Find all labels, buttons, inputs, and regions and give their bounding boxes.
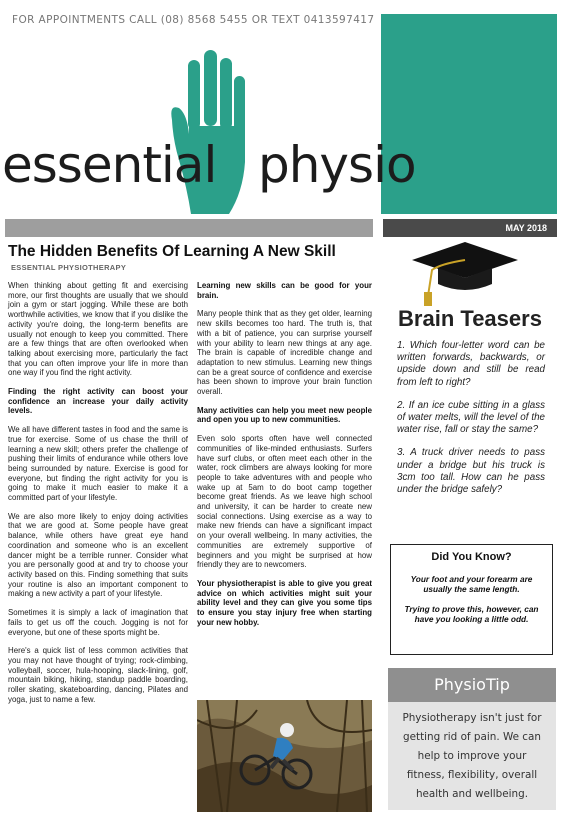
article-byline: ESSENTIAL PHYSIOTHERAPY	[11, 263, 127, 272]
article-column-1	[8, 281, 188, 713]
teaser-item: 1. Which four-letter word can be written forwards, backwards, or upside down and still be read from left to right?	[397, 340, 545, 388]
paragraph: When thinking about getting fit and exercising more, our first thoughts are usually that we should join a gym or start jogging. While these are both worthwhile activities, we know that if you dislike the activity you're doing, the long-term benefits are usually not enough to keep you committed. There are a few things that are often overlooked when talking about exercising more, particularly the fact that you can often improve your life in more than one way if you find the right activity.	[8, 281, 188, 378]
subheading: Many activities can help you meet new people and open you up to new communities.	[197, 405, 372, 425]
paragraph: Here's a quick list of less common activities that you may not have thought of trying; rock-climbing, volleyball, soccer, hula-hooping, slack-lining, golf, mountain biking, hiking, standup paddle boarding, roller skating, skateboarding, dancing, Pilates and yoga, just to name a few.	[8, 646, 188, 704]
graduation-cap-icon	[410, 240, 520, 306]
header-divider-bar	[5, 219, 373, 237]
did-you-know-title: Did You Know?	[431, 551, 512, 563]
logo-word-physio: physio	[258, 136, 416, 194]
article-column-2	[197, 281, 372, 637]
paragraph: Sometimes it is simply a lack of imagination that fails to get us off the couch. Jogging is not for everyone, but one of these sports might be.	[8, 608, 188, 637]
issue-date: MAY 2018	[383, 219, 557, 237]
brain-teasers-title: Brain Teasers	[398, 306, 542, 331]
physio-tip-title: PhysioTip	[388, 668, 556, 702]
physio-tip-body: Physiotherapy isn't just for getting rid of pain. We can help to improve your fitness, flexibility, overall health and wellbeing.	[402, 712, 542, 800]
subheading: Finding the right activity can boost your confidence an increase your daily activity levels.	[8, 387, 188, 416]
paragraph: We all have different tastes in food and the same is true for exercise. Some of us chase the thrill of learning a new skill; others prefer the challenge of pushing their limits of endurance while others love being surrounded by nature. Exercise is good for everyone, but finding the right activity for you is going to make it much easier to make it a committed part of your lifestyle.	[8, 425, 188, 503]
article-title: The Hidden Benefits Of Learning A New Skill	[8, 243, 336, 260]
contact-line: FOR APPOINTMENTS CALL (08) 8568 5455 OR TEXT 0413597417	[12, 14, 375, 26]
did-you-know-line: Trying to prove this, however, can have you looking a little odd.	[404, 603, 539, 625]
mountain-biker-photo	[197, 700, 372, 812]
teaser-item: 3. A truck driver needs to pass under a bridge but his truck is 3cm too tall. How can he pass under the bridge safely?	[397, 447, 545, 496]
subheading: Your physiotherapist is able to give you great advice on which activities might suit your ability level and they can give you some tips to ensure you stay injury free when starting your new hobby.	[197, 578, 372, 627]
physio-tip-box	[388, 668, 556, 810]
logo-word-essential: essential	[2, 136, 217, 194]
teaser-item: 2. If an ice cube sitting in a glass of water melts, will the level of the water rise, fall or stay the same?	[397, 399, 545, 436]
did-you-know-line: Your foot and your forearm are usually the same length.	[410, 574, 533, 595]
did-you-know-box	[390, 544, 553, 655]
paragraph: We are also more likely to enjoy doing activities that we are good at. Some people have great balance, while others have great eye hand coordination and someone who is an excellent dancer might be a terrible runner. Consider what you are personally good at and try to choose your activity based on this. Finding something that suits your routine is also an important component to making a new activity a part of your lifestyle.	[8, 511, 188, 599]
paragraph: Many people think that as they get older, learning new skills becomes too hard. The truth is, that with a bit of patience, you can surprise yourself with your ability to learn new things at any age. The brain is capable of incredible change and adaptation to new stimulus. Learning new things can be a great source of confidence and exercise has been shown to improve your brain function overall.	[197, 309, 372, 397]
brain-teasers-list	[397, 340, 545, 507]
subheading: Learning new skills can be good for your brain.	[197, 281, 372, 300]
paragraph: Even solo sports often have well connected communities of like-minded enthusiasts. Surfers have surf clubs, or often meet each other in the water, rock climbers are always looking for more people to take adventures with and people who wake up at 5am to do boot camp together become great friends. As we leave high school and university, it can be harder to create new social connections. Using exercise as a way to make new friends can have a significant impact on your overall wellbeing. In many activities, the communities are extremely supportive of beginners and you might be surprised at how friendly they are to newcomers.	[197, 434, 372, 570]
